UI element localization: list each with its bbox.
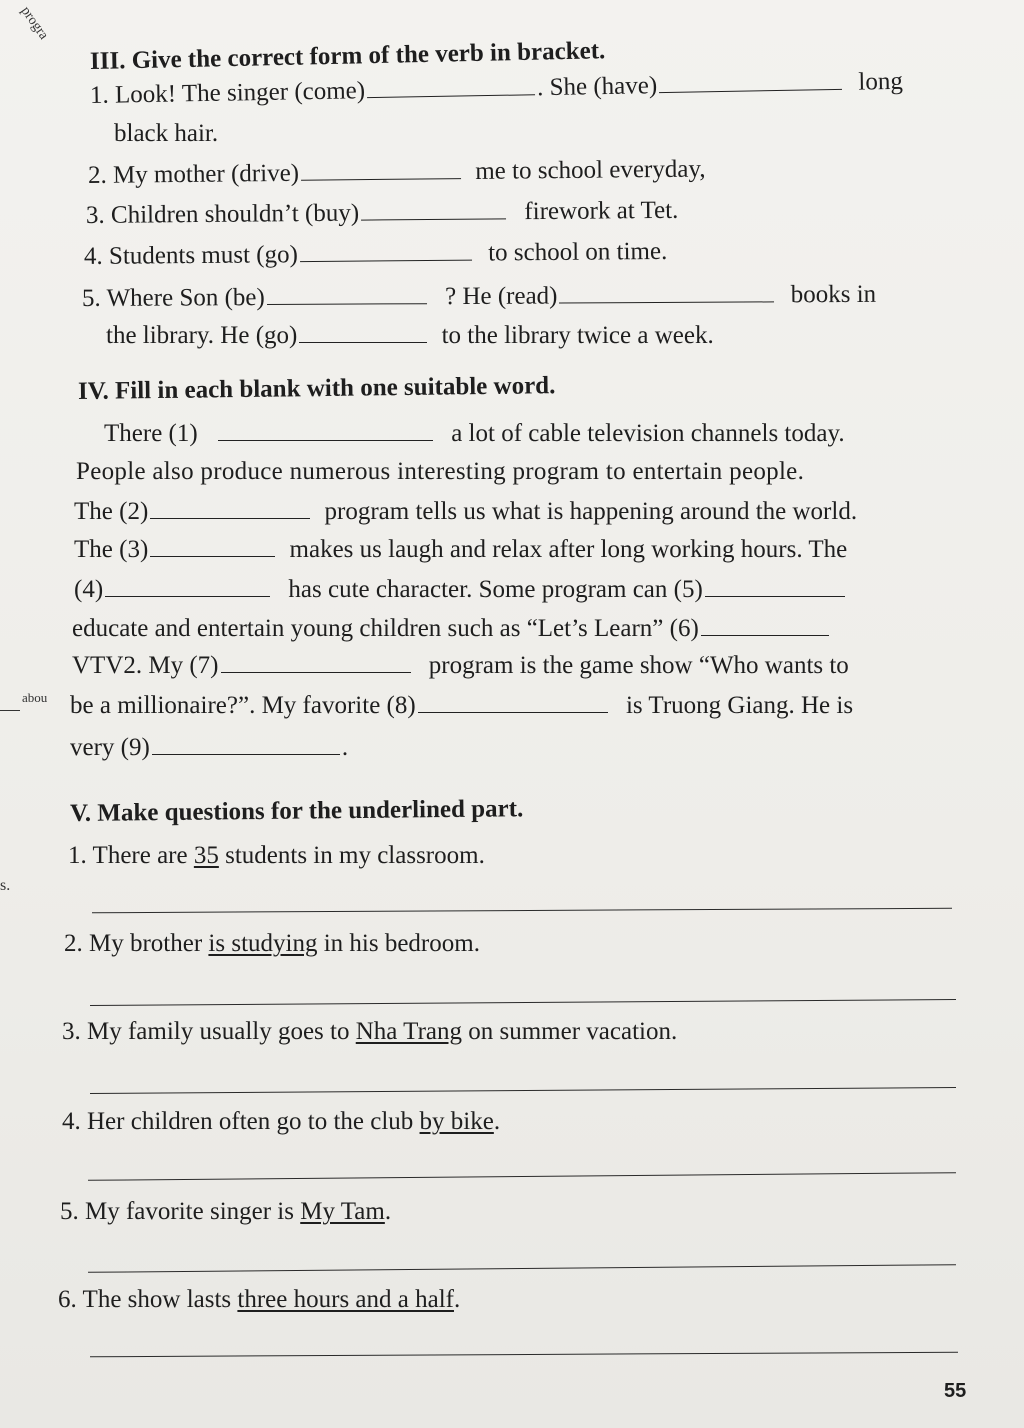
s4-blank-9[interactable] [152, 734, 340, 755]
s5-q6-text-a: 6. The show lasts [58, 1286, 238, 1313]
s5-q1-underlined: 35 [193, 842, 219, 869]
s3-q3-text-b: firework at Tet. [524, 196, 679, 226]
s5-question-1 [68, 842, 485, 870]
s3-q5-text-e: to the library twice a week. [441, 322, 714, 349]
s5-answer-line-2[interactable] [90, 999, 956, 1006]
s3-q5-text-d: the library. He (go) [106, 322, 298, 349]
s3-q5-text-a: 5. Where Son (be) [81, 284, 265, 312]
s3-q1-blank-2[interactable] [659, 69, 842, 93]
s5-question-4 [62, 1108, 500, 1136]
s5-q6-underlined: three hours and a half [237, 1286, 454, 1313]
s3-q1-text-a: 1. Look! The singer (come) [89, 77, 366, 109]
s4-text-6a: educate and entertain young children such as “Let’s Learn” (6) [72, 615, 699, 642]
s3-q2-blank[interactable] [301, 158, 461, 181]
section-5-title: V. Make questions for the underlined part. [69, 795, 524, 827]
section-3-title: III. Give the correct form of the verb in bracket. [89, 37, 606, 75]
s4-blank-2[interactable] [150, 498, 310, 519]
s4-blank-4[interactable] [105, 576, 270, 597]
s5-q1-text-a: 1. There are [68, 842, 194, 869]
s5-answer-line-3[interactable] [90, 1087, 956, 1094]
s4-line-2: People also produce numerous interesting program to entertain people. [76, 458, 805, 485]
s3-q5-blank-3[interactable] [299, 322, 427, 343]
s4-text-4a: The (3) [74, 536, 149, 563]
s4-text-3b: program tells us what is happening around the world. [324, 498, 858, 525]
s5-q4-text-a: 4. Her children often go to the club [62, 1108, 420, 1135]
s4-text-1a: There (1) [104, 420, 198, 447]
s4-text-1b: a lot of cable television channels today. [451, 420, 845, 447]
s4-blank-7[interactable] [221, 652, 411, 673]
s5-q5-text-b: . [384, 1198, 392, 1225]
s5-question-2 [64, 930, 480, 958]
s5-q5-text-a: 5. My favorite singer is [60, 1198, 301, 1225]
s5-question-3 [62, 1018, 677, 1046]
s4-text-5a: (4) [74, 576, 104, 603]
s4-text-8a: be a millionaire?”. My favorite (8) [70, 692, 416, 719]
s4-blank-3[interactable] [150, 536, 275, 557]
s3-question-5 [82, 281, 876, 313]
s3-q5-blank-1[interactable] [267, 283, 427, 305]
s4-line-8 [70, 692, 853, 720]
s3-q5-text-b: ? He (read) [444, 282, 558, 311]
s3-q2-text-b: me to school everyday, [475, 155, 706, 185]
s5-q4-underlined: by bike [419, 1108, 494, 1135]
s5-q5-underlined: My Tam [300, 1198, 385, 1225]
s4-text-5b: has cute character. Some program can (5) [288, 576, 703, 603]
s3-question-1-cont: black hair. [114, 120, 219, 147]
s5-q2-text-a: 2. My brother [64, 930, 209, 957]
s3-q4-blank[interactable] [300, 240, 472, 263]
s3-q4-text-a: 4. Students must (go) [83, 241, 299, 270]
s3-q5-blank-2[interactable] [559, 281, 774, 303]
s5-q1-text-b: students in my classroom. [218, 842, 485, 869]
s4-line-4 [74, 536, 847, 564]
s3-q4-text-b: to school on time. [488, 237, 668, 267]
s4-blank-8[interactable] [418, 692, 608, 713]
s4-blank-6[interactable] [701, 615, 829, 636]
s4-line-1 [104, 420, 845, 448]
s5-answer-line-4[interactable] [88, 1172, 956, 1181]
s3-question-3 [86, 197, 679, 230]
s4-text-9a: very (9) [70, 734, 150, 761]
page-number: 55 [944, 1380, 967, 1402]
s4-text-8b: is Truong Giang. He is [625, 692, 854, 719]
s5-q3-text-b: on summer vacation. [462, 1018, 678, 1045]
s4-blank-5[interactable] [705, 576, 845, 597]
s5-question-6 [58, 1286, 460, 1314]
s3-q1-text-b: . She (have) [536, 72, 658, 102]
s3-q3-blank[interactable] [361, 198, 506, 220]
s4-blank-1[interactable] [218, 420, 433, 441]
s5-q2-underlined: is studying [208, 930, 318, 957]
margin-dash [0, 710, 20, 711]
s5-q3-underlined: Nha Trang [355, 1018, 462, 1045]
s5-answer-line-5[interactable] [88, 1264, 956, 1273]
section-4-title: IV. Fill in each blank with one suitable word. [77, 372, 556, 405]
s4-text-3a: The (2) [74, 498, 149, 525]
s3-question-4 [84, 238, 668, 271]
s5-q6-text-b: . [453, 1286, 461, 1313]
s5-q2-text-b: in his bedroom. [317, 930, 480, 957]
s5-answer-line-1[interactable] [92, 908, 952, 914]
s3-question-2 [88, 156, 706, 190]
s3-q3-text-a: 3. Children shouldn’t (buy) [85, 199, 360, 229]
s4-line-9 [70, 734, 348, 762]
s5-q4-text-b: . [493, 1108, 501, 1135]
s4-text-4b: makes us laugh and relax after long working hours. The [289, 536, 848, 563]
s4-line-7 [72, 652, 849, 680]
margin-note-s: s. [0, 877, 11, 894]
s4-line-5 [74, 576, 847, 604]
s3-q1-text-c: long [858, 67, 904, 96]
s4-line-3 [74, 498, 857, 526]
s4-line-6 [72, 615, 831, 643]
s4-text-7a: VTV2. My (7) [72, 652, 219, 679]
s3-q1-blank-1[interactable] [367, 74, 535, 98]
s5-q3-text-a: 3. My family usually goes to [62, 1018, 356, 1045]
s3-question-1 [90, 68, 903, 110]
s4-text-7b: program is the game show “Who wants to [428, 652, 849, 679]
s3-question-5-cont [106, 322, 714, 350]
s3-q5-text-c: books in [790, 280, 877, 309]
s3-q2-text-a: 2. My mother (drive) [87, 159, 300, 189]
margin-note-top: progra [17, 4, 51, 43]
s5-question-5 [60, 1198, 391, 1226]
s4-text-9b: . [341, 734, 349, 761]
s5-answer-line-6[interactable] [90, 1352, 958, 1358]
margin-note-abou: abou [22, 690, 48, 705]
